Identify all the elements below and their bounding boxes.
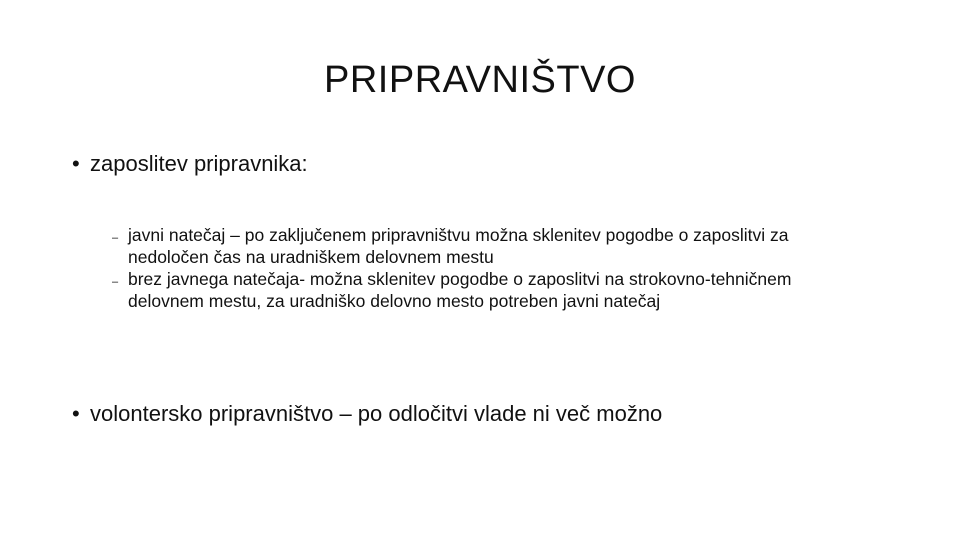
sub-bullet-text: brez javnega natečaja- možna sklenitev pogodbe o zaposlitvi na strokovno-tehničnem delovnem mestu, za uradniško delovno mesto potreben javni natečaj (128, 269, 792, 311)
sub-bullet-item (110, 268, 870, 312)
slide-title: PRIPRAVNIŠTVO (324, 59, 636, 101)
bullet-item (72, 400, 662, 428)
bullet-marker: • (72, 151, 80, 176)
bullet-marker: • (72, 401, 80, 426)
bullet-item (72, 150, 308, 178)
sub-bullet-list (110, 224, 870, 312)
sub-bullet-marker: – (112, 276, 119, 288)
sub-bullet-item (110, 224, 870, 268)
sub-bullet-text: javni natečaj – po zaključenem pripravništvu možna sklenitev pogodbe o zaposlitvi za nedoločen čas na uradniškem delovnem mestu (128, 225, 789, 267)
bullet-text: zaposlitev pripravnika: (90, 151, 308, 176)
sub-bullet-marker: – (112, 232, 119, 244)
bullet-text: volontersko pripravništvo – po odločitvi vlade ni več možno (90, 401, 663, 426)
